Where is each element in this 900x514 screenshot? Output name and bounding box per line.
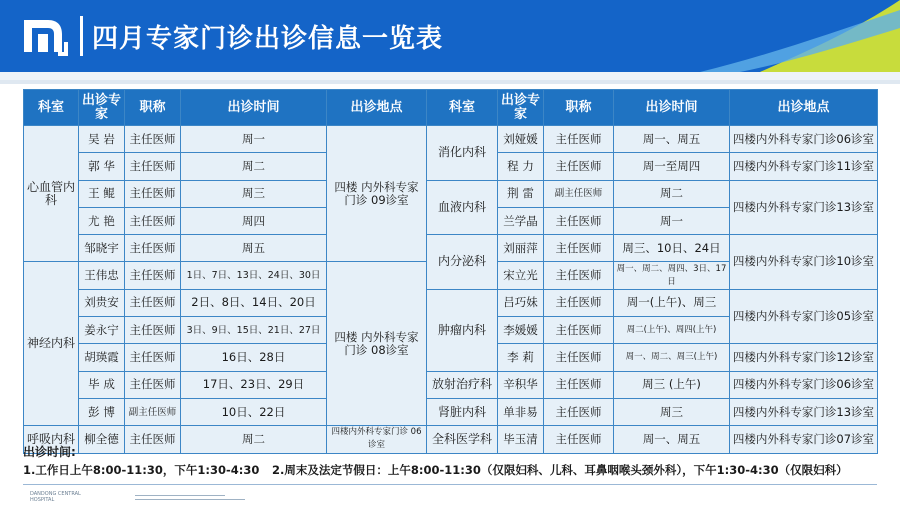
- doctor-title: 主任医师: [544, 126, 614, 153]
- header-doctor: 出诊专家: [498, 90, 544, 126]
- doctor-name: 荆 雷: [498, 180, 544, 207]
- clinic-time: 周一、周五: [614, 426, 730, 453]
- doctor-title: 主任医师: [544, 398, 614, 425]
- doctor-title: 主任医师: [125, 235, 181, 262]
- clinic-time: 周一、周二、周四、3日、17日: [614, 262, 730, 289]
- location-cell: 四楼内外科专家门诊07诊室: [730, 426, 878, 453]
- dept-cell: 神经内科: [24, 262, 79, 426]
- header-dept: 科室: [24, 90, 79, 126]
- clinic-time: 17日、23日、29日: [181, 371, 327, 398]
- clinic-time: 1日、7日、13日、24日、30日: [181, 262, 327, 289]
- clinic-time: 周一至周四: [614, 153, 730, 180]
- doctor-name: 宋立光: [498, 262, 544, 289]
- doctor-title: 主任医师: [125, 371, 181, 398]
- doctor-name: 刘娅媛: [498, 126, 544, 153]
- doctor-title: 主任医师: [544, 344, 614, 371]
- clinic-time: 周一: [614, 207, 730, 234]
- doctor-title: 主任医师: [125, 262, 181, 289]
- doctor-title: 主任医师: [125, 153, 181, 180]
- doctor-name: 柳全德: [79, 426, 125, 453]
- table-row: [24, 126, 878, 153]
- header-title: 职称: [125, 90, 181, 126]
- location-cell: 四楼 内外科专家门诊 09诊室: [327, 126, 427, 262]
- location-cell: 四楼内外科专家门诊06诊室: [730, 371, 878, 398]
- dept-cell: 肾脏内科: [427, 398, 498, 425]
- doctor-name: 王 鲲: [79, 180, 125, 207]
- clinic-time: 周三 (上午): [614, 371, 730, 398]
- location-cell: 四楼内外科专家门诊13诊室: [730, 398, 878, 425]
- clinic-time: 周二(上午)、周四(上午): [614, 317, 730, 344]
- hospital-logo-icon: [18, 12, 70, 60]
- header-dept: 科室: [427, 90, 498, 126]
- title-separator: [80, 16, 83, 56]
- doctor-name: 邹晓宇: [79, 235, 125, 262]
- table-row: [24, 180, 878, 207]
- doctor-name: 王伟忠: [79, 262, 125, 289]
- clinic-hours-weekend: 2.周末及法定节假日：上午8:00-11:30（仅限妇科、儿科、耳鼻咽喉头颈外科），下午1:30-4:30（仅限妇科）: [272, 463, 848, 477]
- doctor-title: 副主任医师: [125, 398, 181, 425]
- location-cell: 四楼内外科专家门诊11诊室: [730, 153, 878, 180]
- doctor-name: 胡瑛霞: [79, 344, 125, 371]
- location-cell: 四楼内外科专家门诊12诊室: [730, 344, 878, 371]
- clinic-time: 周三、10日、24日: [614, 235, 730, 262]
- doctor-title: 主任医师: [544, 207, 614, 234]
- page-title: 四月专家门诊出诊信息一览表: [92, 24, 444, 54]
- clinic-time: 周五: [181, 235, 327, 262]
- location-cell: 四楼内外科专家门诊05诊室: [730, 289, 878, 344]
- table-row: [24, 426, 878, 453]
- doctor-name: 李媛媛: [498, 317, 544, 344]
- doctor-title: 主任医师: [544, 153, 614, 180]
- doctor-name: 吕巧妹: [498, 289, 544, 316]
- doctor-title: 副主任医师: [544, 180, 614, 207]
- doctor-title: 主任医师: [125, 344, 181, 371]
- clinic-time: 周二: [181, 153, 327, 180]
- doctor-title: 主任医师: [125, 180, 181, 207]
- clinic-time: 2日、8日、14日、20日: [181, 289, 327, 316]
- doctor-name: 辛积华: [498, 371, 544, 398]
- doctor-name: 刘丽萍: [498, 235, 544, 262]
- header-location: 出诊地点: [327, 90, 427, 126]
- location-cell: 四楼内外科专家门诊 06诊室: [327, 426, 427, 453]
- clinic-time: 周二: [181, 426, 327, 453]
- doctor-name: 刘贵安: [79, 289, 125, 316]
- doctor-name: 吴 岩: [79, 126, 125, 153]
- header-underline: [0, 80, 900, 84]
- clinic-time: 周二: [614, 180, 730, 207]
- table-header-row: [24, 90, 878, 126]
- clinic-time: 周三: [614, 398, 730, 425]
- dept-cell: 消化内科: [427, 126, 498, 181]
- dept-cell: 内分泌科: [427, 235, 498, 290]
- doctor-title: 主任医师: [544, 317, 614, 344]
- doctor-name: 李 莉: [498, 344, 544, 371]
- footer-motto-graphic: [135, 492, 255, 504]
- header-title: 职称: [544, 90, 614, 126]
- doctor-title: 主任医师: [125, 426, 181, 453]
- clinic-time: 周一: [181, 126, 327, 153]
- location-cell: 四楼内外科专家门诊06诊室: [730, 126, 878, 153]
- doctor-title: 主任医师: [544, 289, 614, 316]
- footer-divider: [23, 484, 877, 485]
- dept-cell: 全科医学科: [427, 426, 498, 453]
- table-row: [24, 289, 878, 316]
- clinic-time: 3日、9日、15日、21日、27日: [181, 317, 327, 344]
- dept-cell: 放射治疗科: [427, 371, 498, 398]
- doctor-name: 尤 艳: [79, 207, 125, 234]
- clinic-time: 周一、周二、周三(上午): [614, 344, 730, 371]
- doctor-name: 毕 成: [79, 371, 125, 398]
- dept-cell: 呼吸内科: [24, 426, 79, 453]
- header-time: 出诊时间: [614, 90, 730, 126]
- location-cell: 四楼 内外科专家门诊 08诊室: [327, 262, 427, 426]
- doctor-title: 主任医师: [544, 262, 614, 289]
- doctor-title: 主任医师: [125, 126, 181, 153]
- doctor-title: 主任医师: [125, 289, 181, 316]
- doctor-name: 郭 华: [79, 153, 125, 180]
- dept-cell: 肿瘤内科: [427, 289, 498, 371]
- clinic-time: 周一(上午)、周三: [614, 289, 730, 316]
- doctor-title: 主任医师: [544, 426, 614, 453]
- dept-cell: 血液内科: [427, 180, 498, 235]
- header-doctor: 出诊专家: [79, 90, 125, 126]
- location-cell: 四楼内外科专家门诊10诊室: [730, 235, 878, 290]
- clinic-time: 10日、22日: [181, 398, 327, 425]
- doctor-name: 彭 博: [79, 398, 125, 425]
- table-row: [24, 371, 878, 398]
- doctor-title: 主任医师: [544, 235, 614, 262]
- clinic-time: 周三: [181, 180, 327, 207]
- location-cell: 四楼内外科专家门诊13诊室: [730, 180, 878, 235]
- schedule-table: [23, 89, 878, 454]
- header-time: 出诊时间: [181, 90, 327, 126]
- footer-logo-text: DANDONG CENTRAL HOSPITAL: [30, 491, 81, 503]
- table-row: [24, 235, 878, 262]
- clinic-time: 周四: [181, 207, 327, 234]
- doctor-name: 单非易: [498, 398, 544, 425]
- decorative-swoosh: [640, 0, 900, 72]
- clinic-time: 周一、周五: [614, 126, 730, 153]
- doctor-title: 主任医师: [125, 317, 181, 344]
- header-banner: [0, 0, 900, 72]
- doctor-name: 毕玉清: [498, 426, 544, 453]
- clinic-time: 16日、28日: [181, 344, 327, 371]
- dept-cell: 心血管内科: [24, 126, 79, 262]
- header-location: 出诊地点: [730, 90, 878, 126]
- doctor-name: 兰学晶: [498, 207, 544, 234]
- doctor-title: 主任医师: [544, 371, 614, 398]
- doctor-title: 主任医师: [125, 207, 181, 234]
- table-row: [24, 398, 878, 425]
- clinic-hours-title: 出诊时间:: [23, 445, 76, 459]
- clinic-hours-weekday: 1.工作日上午8:00-11:30，下午1:30-4:30: [23, 463, 260, 477]
- doctor-name: 姜永宁: [79, 317, 125, 344]
- doctor-name: 程 力: [498, 153, 544, 180]
